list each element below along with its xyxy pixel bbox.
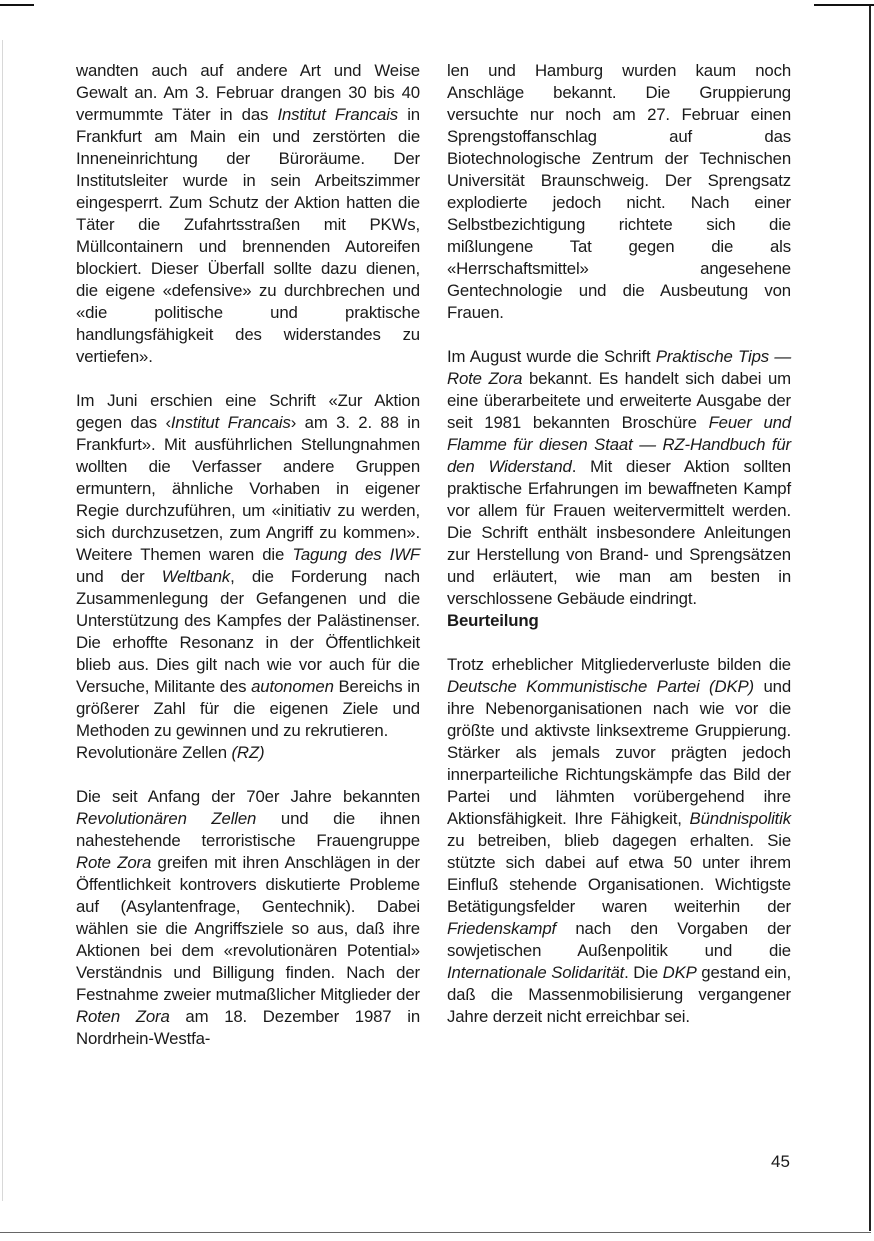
paragraph-rz-rote-zora: Die seit Anfang der 70er Jahre bekannten Revolutionären Zellen und die ihnen nahestehende terroristische Frauengruppe Rote Zora greifen mit ihren Anschlägen in der Öffentlichkeit kontrovers diskutierte Probleme auf (Asylantenfrage, Gentechnik). Dabei wählen sie die Angriffsziele so aus, daß ihre Aktionen bei dem «revolutionären Potential» Verständnis und Billigung finden. Nach der Festnahme zweier mutmaßlicher Mitglieder der Roten Zora am 18. Dezember 1987 in Nordrhein-Westfa- [76,787,421,1048]
section-heading-revolutionaere-zellen: Revolutionäre Zellen (RZ) [76,743,265,762]
scan-corner-mark-left [0,0,34,6]
paragraph-beurteilung: Trotz erheblicher Mitgliederverluste bilden die Deutsche Kommunistische Partei (DKP) und ihre Nebenorganisationen nach wie vor die größte und aktivste linksextreme Gruppierung. Stärker als jemals zuvor prägten jedoch innerparteiliche Richtungskämpfe das Bild der Partei und lähmten vorübergehend ihre Aktionsfähigkeit. Ihre Fähigkeit, Bündnispolitik zu betreiben, blieb dagegen erhalten. Sie stützte sich dabei auf etwa 50 unter ihrem Einfluß stehende Organisationen. Wichtigste Betätigungsfelder waren weiterhin der Friedenskampf nach den Vorgaben der sowjetischen Außenpolitik und die Internationale Solidarität. Die DKP gestand ein, daß die Massenmobilisierung vergangener Jahre derzeit nicht erreichbar sei. [447,655,792,1026]
section-heading-beurteilung: Beurteilung [447,611,539,630]
scan-corner-mark-right [814,0,874,6]
right-column [447,60,791,1028]
page-edge-bottom [0,1232,871,1233]
paragraph-institut-francais-attack: wandten auch auf andere Art und Weise Gewalt an. Am 3. Februar drangen 30 bis 40 vermummte Täter in das Institut Francais in Frankfurt am Main ein und zerstörten die Inneneinrichtung der Büroräume. Der Institutsleiter wurde in sein Arbeitszimmer eingesperrt. Zum Schutz der Aktion hatten die Täter die Zufahrtsstraßen mit PKWs, Müllcontainern und brennenden Autoreifen blockiert. Dieser Überfall sollte dazu dienen, die eigene «defensive» zu durchbrechen und «die politische und praktische handlungsfähigkeit des widerstandes zu vertiefen». [76,61,420,366]
left-column [76,60,420,1050]
paragraph-braunschweig-attack: len und Hamburg wurden kaum noch Anschläge bekannt. Die Gruppierung versuchte nur noch am 27. Februar einen Sprengstoffanschlag auf das Biotechnologische Zentrum der Technischen Universität Braunschweig. Der Sprengsatz explodierte jedoch nicht. Nach einer Selbstbezichtigung richtete sich die mißlungene Tat gegen die als «Herrschaftsmittel» angesehene Gentechnologie und die Ausbeutung von Frauen. [447,61,791,322]
scan-edge-left [2,40,3,1201]
page-edge-right [869,6,871,1231]
page-number: 45 [771,1152,790,1171]
paragraph-zur-aktion: Im Juni erschien eine Schrift «Zur Aktion gegen das ‹Institut Francais› am 3. 2. 88 in Frankfurt». Mit ausführlichen Stellungnahmen wollten die Verfasser andere Gruppen ermuntern, ähnliche Vorhaben in eigener Regie durchzuführen, um «initiativ zu werden, sich durchzusetzen, zum Angriff zu kommen». Weitere Themen waren die Tagung des IWF und der Weltbank, die Forderung nach Zusammenlegung der Gefangenen und die Unterstützung des Kampfes der Palästinenser. Die erhoffte Resonanz in der Öffentlichkeit blieb aus. Dies gilt nach wie vor auch für die Versuche, Militante des autonomen Bereichs in größerer Zahl für die eigenen Ziele und Methoden zu gewinnen und zu rekrutieren. [76,391,421,740]
paragraph-praktische-tips: Im August wurde die Schrift Praktische Tips — Rote Zora bekannt. Es handelt sich dabei um eine überarbeitete und erweiterte Ausgabe der seit 1981 bekannten Broschüre Feuer und Flamme für diesen Staat — RZ-Handbuch für den Widerstand. Mit dieser Aktion sollten praktische Erfahrungen im bewaffneten Kampf vor allem für Frauen weitervermittelt werden. Die Schrift enthält insbesondere Anleitungen zur Herstellung von Brand- und Sprengsätzen und erläutert, wie man am besten in verschlossene Gebäude eindringt. [447,347,792,608]
